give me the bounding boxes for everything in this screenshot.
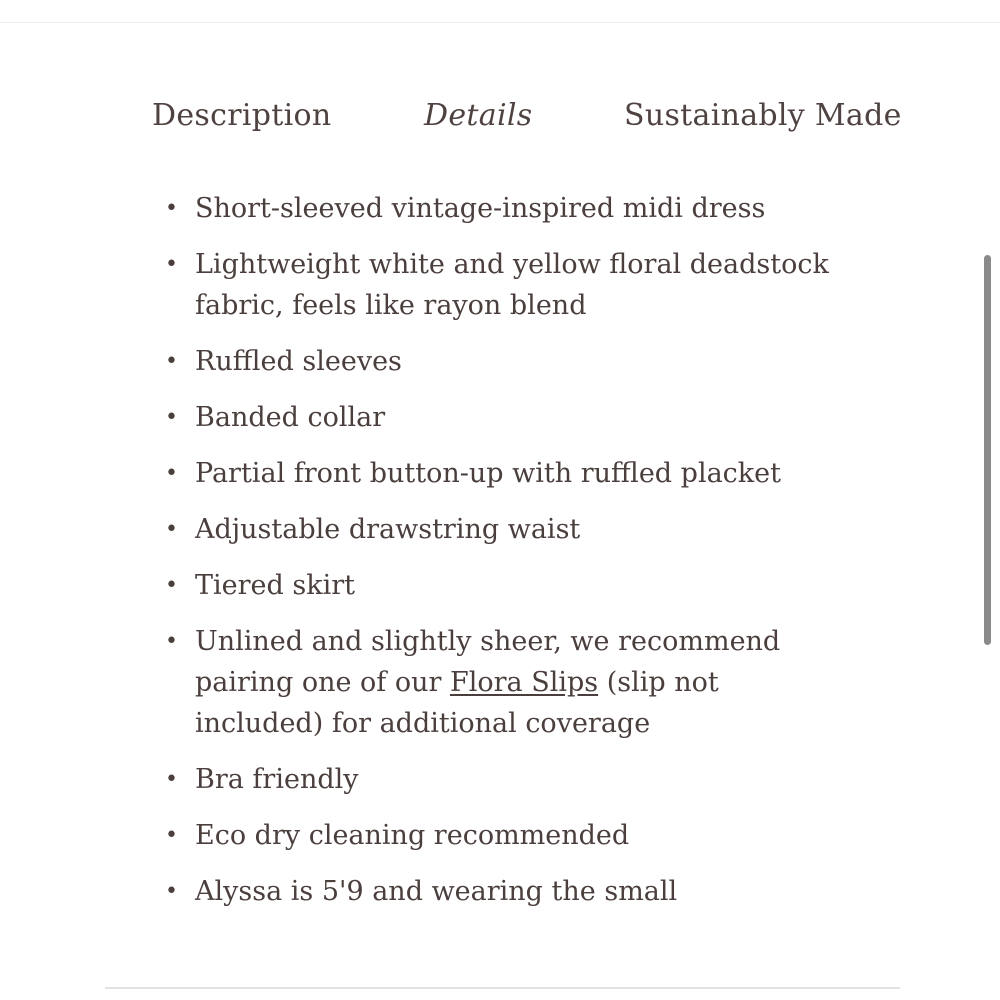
bullet-icon: • <box>165 573 178 598</box>
bottom-divider <box>105 987 900 989</box>
bullet-icon: • <box>165 629 178 654</box>
list-item-text: Eco dry cleaning recommended <box>195 820 630 851</box>
tab-details[interactable]: Details <box>424 98 533 133</box>
list-item <box>160 188 850 229</box>
list-item-text: Partial front button-up with ruffled placket <box>195 458 781 489</box>
bullet-icon: • <box>165 767 178 792</box>
bullet-icon: • <box>165 349 178 374</box>
list-item <box>160 244 850 326</box>
bullet-icon: • <box>165 461 178 486</box>
product-tabs <box>0 98 1000 142</box>
bullet-icon: • <box>165 823 178 848</box>
list-item-text: Alyssa is 5'9 and wearing the small <box>195 876 678 907</box>
list-item-text: Ruffled sleeves <box>195 346 402 377</box>
bullet-icon: • <box>165 196 178 221</box>
list-item <box>160 871 850 912</box>
list-item-text: Banded collar <box>195 402 386 433</box>
top-divider <box>0 22 1000 23</box>
list-item <box>160 759 850 800</box>
list-item-text: Adjustable drawstring waist <box>195 514 581 545</box>
tab-description[interactable]: Description <box>152 98 332 133</box>
list-item <box>160 565 850 606</box>
list-item <box>160 341 850 382</box>
details-list <box>160 188 850 927</box>
scrollbar-thumb[interactable] <box>984 255 991 645</box>
list-item-text-before: Unlined and slightly sheer, we recommend pairing one of our <box>195 626 781 698</box>
list-item-text: Bra friendly <box>195 764 359 795</box>
tab-sustainably-made[interactable]: Sustainably Made <box>624 98 902 133</box>
list-item <box>160 397 850 438</box>
bullet-icon: • <box>165 405 178 430</box>
list-item-text: Short-sleeved vintage-inspired midi dress <box>195 193 766 224</box>
list-item <box>160 815 850 856</box>
list-item-text: Lightweight white and yellow floral deadstock fabric, feels like rayon blend <box>195 249 829 321</box>
list-item <box>160 509 850 550</box>
list-item <box>160 453 850 494</box>
bullet-icon: • <box>165 517 178 542</box>
list-item-text-after: (slip not included) for additional coverage <box>195 667 719 739</box>
list-item <box>160 621 850 744</box>
flora-slips-link[interactable]: Flora Slips <box>449 667 599 698</box>
bullet-icon: • <box>165 879 178 904</box>
list-item-text: Tiered skirt <box>195 570 355 601</box>
bullet-icon: • <box>165 252 178 277</box>
